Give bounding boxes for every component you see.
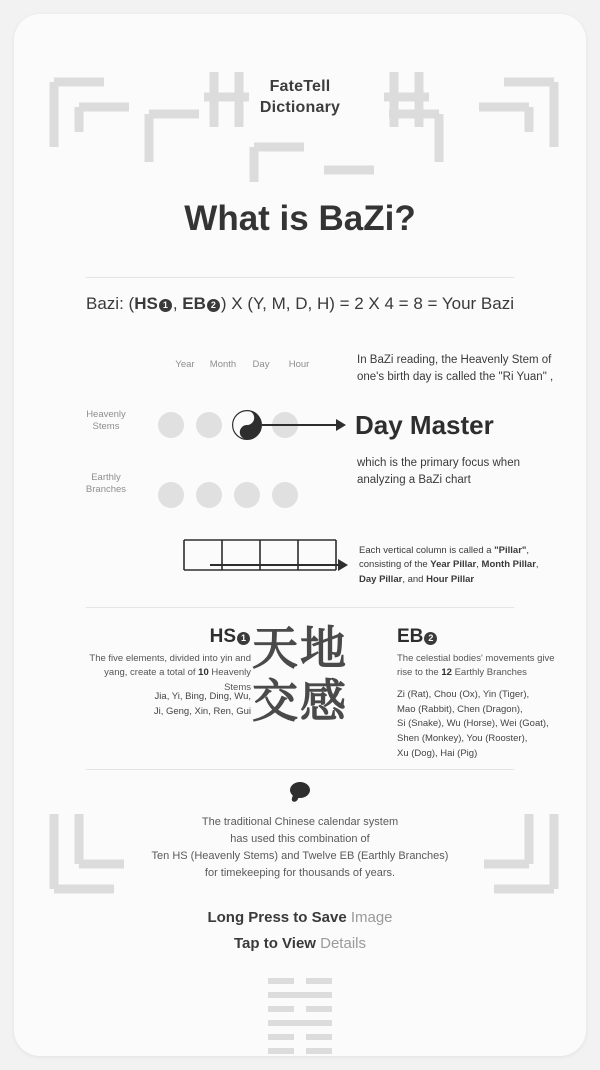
column-header-year: Year (175, 359, 195, 370)
pillar-text-4: , (535, 559, 539, 571)
view-action-bold: Tap to View (234, 935, 316, 953)
bazi-formula (14, 294, 586, 314)
pillar-bold-1: "Pillar" (494, 545, 527, 556)
page-title: What is BaZi? (184, 199, 416, 238)
day-master-arrow-head (336, 419, 346, 431)
day-master-headline: Day Master (355, 410, 494, 440)
eb-branch-list-line4: Shen (Monkey), You (Rooster), (397, 733, 528, 745)
footnote-line-4: for timekeeping for thousands of years. (204, 867, 396, 880)
row-label-heavenly-stems-line2: Stems (92, 421, 120, 433)
pillar-bracket (182, 538, 342, 578)
day-master-arrow-line (262, 424, 338, 426)
brand-line-2: Dictionary (259, 99, 341, 117)
row-label-earthly-branches (76, 472, 136, 497)
pillar-bold-2: Year Pillar (430, 559, 477, 571)
divider-middle (86, 607, 514, 608)
day-master-intro: In BaZi reading, the Heavenly Stem of one's birth day is called the "Ri Yuan" , (357, 354, 554, 383)
column-header-month: Month (209, 359, 237, 370)
bagua-footer-decoration (260, 975, 340, 1060)
eb-branch-list-line3: Si (Snake), Wu (Horse), Wei (Goat), (397, 718, 549, 730)
row-label-heavenly-stems (76, 409, 136, 434)
eb-branch-list-line2: Mao (Rabbit), Chen (Dragon), (397, 703, 523, 715)
eb-desc-a: The celestial bodies' movements give rise to the (397, 653, 555, 679)
hs-desc-c: Heavenly Stems (208, 667, 251, 693)
footnote-line-3: Ten HS (Heavenly Stems) and Twelve EB (Earthly Branches) (151, 850, 449, 863)
chinese-line-1: 天地 (252, 621, 348, 675)
formula-prefix: Bazi: ( (86, 294, 135, 313)
view-action-rest: Details (315, 935, 366, 953)
taiji-icon (232, 410, 262, 440)
eb-desc-c: Earthly Branches (451, 667, 527, 679)
chinese-line-2: 交感 (252, 673, 348, 728)
pillar-arrow-line (210, 564, 340, 566)
pillar-bold-3: Month Pillar (481, 559, 536, 571)
eb-branch-list-line1: Zi (Rat), Chou (Ox), Yin (Tiger), (397, 689, 530, 700)
poster-card (14, 14, 586, 1056)
row-label-heavenly-stems-line1: Heavenly (86, 409, 126, 420)
pillar-text-3: , (476, 559, 482, 571)
branch-dot-year (158, 482, 184, 508)
brand-line-1: FateTell (269, 78, 331, 95)
footnote-line-1: The traditional Chinese calendar system (201, 816, 399, 828)
speech-bubble-icon (290, 782, 310, 798)
pillar-text-1: Each vertical column is called a (359, 545, 495, 556)
divider-bottom (86, 769, 514, 770)
view-details-action[interactable] (0, 931, 600, 957)
pillar-bold-5: Hour Pillar (426, 573, 475, 585)
hs-panel-badge: 1 (237, 632, 250, 645)
save-action[interactable] (0, 905, 600, 931)
stem-dot-month (196, 412, 222, 438)
brand-title (14, 76, 586, 118)
row-label-earthly-branches-line1: Earthly (91, 472, 121, 483)
save-action-bold: Long Press to Save (207, 909, 347, 926)
hs-stem-list-line1: Jia, Yi, Bing, Ding, Wu, (154, 691, 251, 702)
eb-panel-title (397, 626, 557, 648)
pillar-bold-4: Day Pillar (359, 573, 403, 585)
hs-desc-count: 10 (198, 667, 209, 679)
stem-dot-year (158, 412, 184, 438)
eb-desc-count: 12 (441, 667, 452, 679)
fret-decoration-top (44, 52, 564, 192)
formula-hs-badge: 1 (159, 299, 172, 312)
hs-panel-title-text: HS (209, 626, 236, 647)
pillar-text-2: , consisting of the (359, 545, 530, 571)
eb-branch-list-line5: Xu (Dog), Hai (Pig) (397, 747, 478, 759)
row-label-earthly-branches-line2: Branches (85, 484, 127, 496)
formula-suffix: ) X (Y, M, D, H) = 2 X 4 = 8 = Your Bazi (220, 294, 514, 313)
footnote-text (14, 814, 586, 882)
eb-panel-title-text: EB (397, 626, 424, 647)
day-master-outro: which is the primary focus when analyzing a BaZi chart (357, 457, 520, 486)
column-header-day: Day (252, 359, 270, 370)
formula-hs-label: HS (134, 294, 158, 313)
formula-mid: , (172, 294, 183, 313)
eb-branch-list (397, 688, 567, 762)
footnote-line-2: has used this combination of (230, 833, 370, 846)
action-hints (0, 905, 600, 958)
eb-panel (397, 626, 557, 681)
save-action-rest: Image (346, 909, 393, 926)
hs-desc-a: The five elements, divided into yin and yang, create a total of (89, 653, 251, 679)
pillar-description (359, 544, 549, 587)
hs-stem-list-line2: Ji, Geng, Xin, Ren, Gui (153, 705, 251, 717)
branch-dot-month (196, 482, 222, 508)
formula-eb-label: EB (182, 294, 206, 313)
branch-dot-day (234, 482, 260, 508)
eb-panel-badge: 2 (424, 632, 437, 645)
pillar-text-5: , and (402, 573, 427, 585)
formula-eb-badge: 2 (207, 299, 220, 312)
branch-dot-hour (272, 482, 298, 508)
eb-panel-description (397, 652, 557, 681)
column-header-hour: Hour (288, 359, 310, 370)
divider-top (86, 277, 514, 278)
pillar-arrow-head (338, 559, 348, 571)
